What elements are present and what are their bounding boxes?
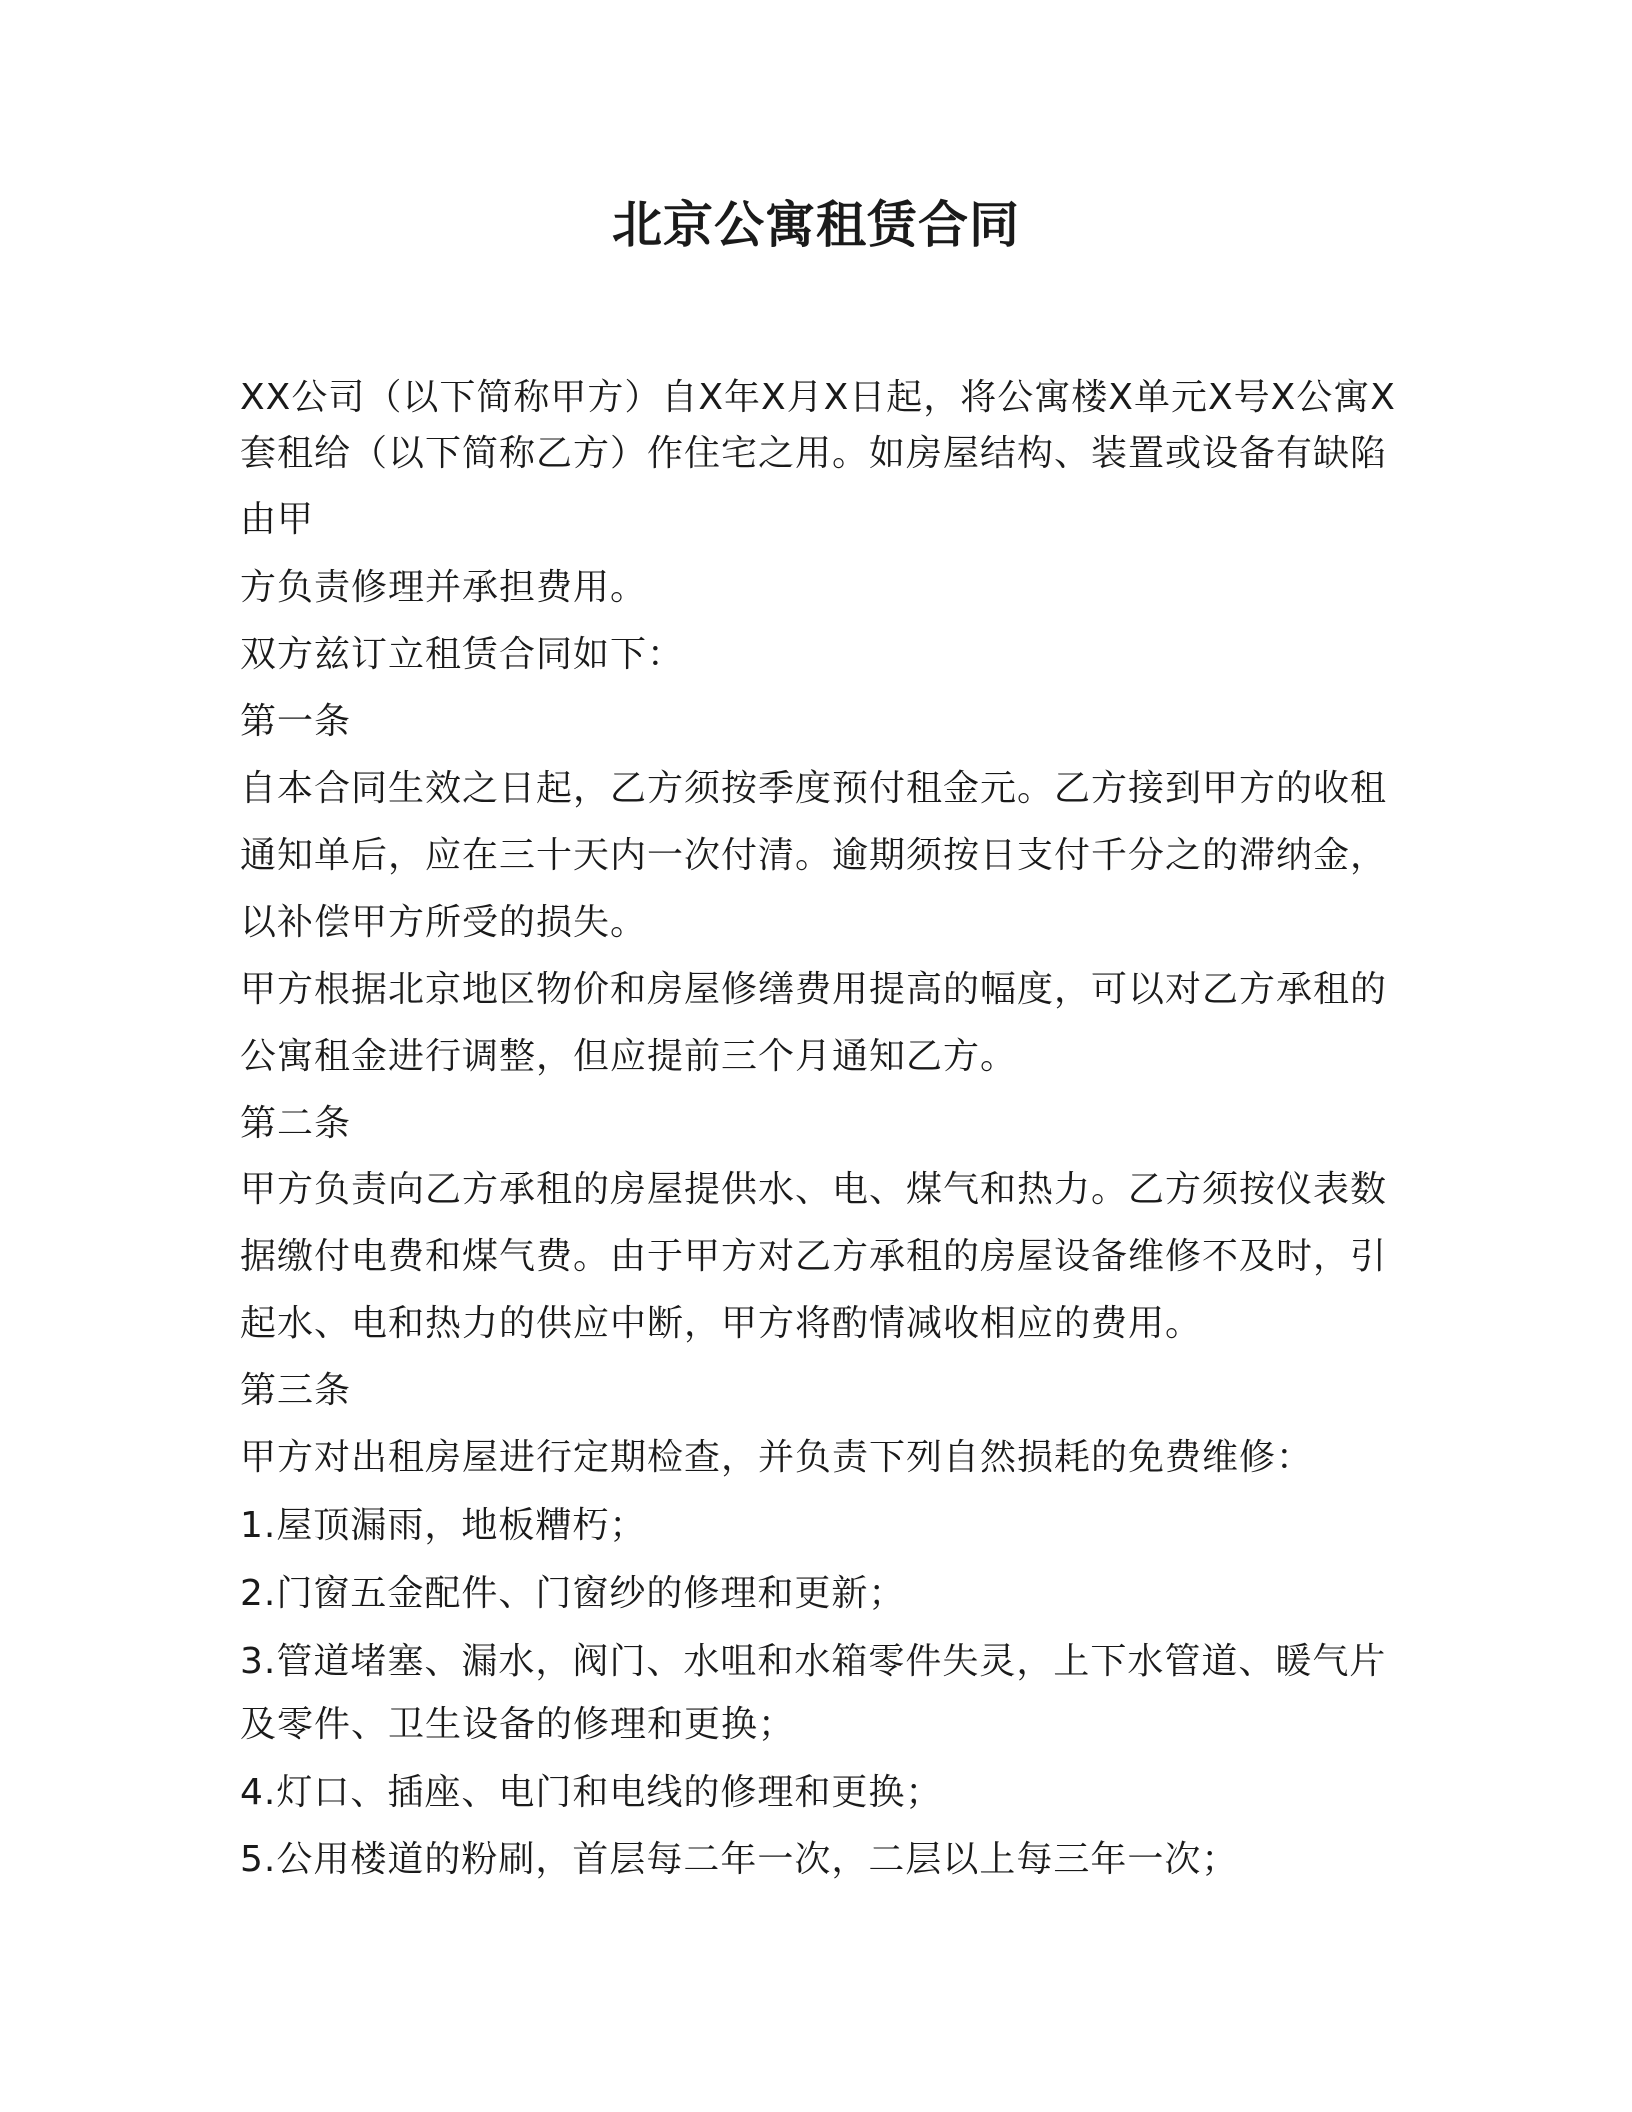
document-title: 北京公寓租赁合同 bbox=[612, 196, 1020, 254]
body-line: 自本合同生效之日起，乙方须按季度预付租金元。乙方接到甲方的收租 bbox=[240, 768, 1388, 809]
body-line: 以补偿甲方所受的损失。 bbox=[240, 902, 648, 943]
list-item: 2.门窗五金配件、门窗纱的修理和更新； bbox=[240, 1573, 906, 1614]
body-line: 据缴付电费和煤气费。由于甲方对乙方承租的房屋设备维修不及时，引 bbox=[240, 1236, 1388, 1277]
body-line: 起水、电和热力的供应中断，甲方将酌情减收相应的费用。 bbox=[240, 1303, 1203, 1344]
body-line: 方负责修理并承担费用。 bbox=[240, 567, 648, 608]
list-item: 4.灯口、插座、电门和电线的修理和更换； bbox=[240, 1772, 943, 1813]
list-item: 及零件、卫生设备的修理和更换； bbox=[240, 1704, 796, 1745]
list-item: 5.公用楼道的粉刷，首层每二年一次，二层以上每三年一次； bbox=[240, 1839, 1239, 1880]
section-heading: 第三条 bbox=[240, 1370, 352, 1411]
body-line: 甲方负责向乙方承租的房屋提供水、电、煤气和热力。乙方须按仪表数 bbox=[240, 1169, 1388, 1210]
section-heading: 第一条 bbox=[240, 701, 352, 742]
body-line: 甲方对出租房屋进行定期检查，并负责下列自然损耗的免费维修： bbox=[240, 1437, 1314, 1478]
body-line: 由甲 bbox=[240, 499, 315, 540]
section-heading: 第二条 bbox=[240, 1103, 352, 1144]
body-line: 公寓租金进行调整，但应提前三个月通知乙方。 bbox=[240, 1036, 1018, 1077]
body-line: XX公司（以下简称甲方）自X年X月X日起，将公寓楼X单元X号X公寓X bbox=[240, 377, 1396, 418]
list-item: 3.管道堵塞、漏水，阀门、水咀和水箱零件失灵，上下水管道、暖气片 bbox=[240, 1641, 1387, 1682]
body-line: 通知单后，应在三十天内一次付清。逾期须按日支付千分之的滞纳金， bbox=[240, 835, 1388, 876]
body-line: 甲方根据北京地区物价和房屋修缮费用提高的幅度，可以对乙方承租的 bbox=[240, 969, 1388, 1010]
list-item: 1.屋顶漏雨，地板糟朽； bbox=[240, 1505, 647, 1546]
body-line: 双方兹订立租赁合同如下： bbox=[240, 634, 685, 675]
body-line: 套租给（以下简称乙方）作住宅之用。如房屋结构、装置或设备有缺陷 bbox=[240, 433, 1388, 474]
